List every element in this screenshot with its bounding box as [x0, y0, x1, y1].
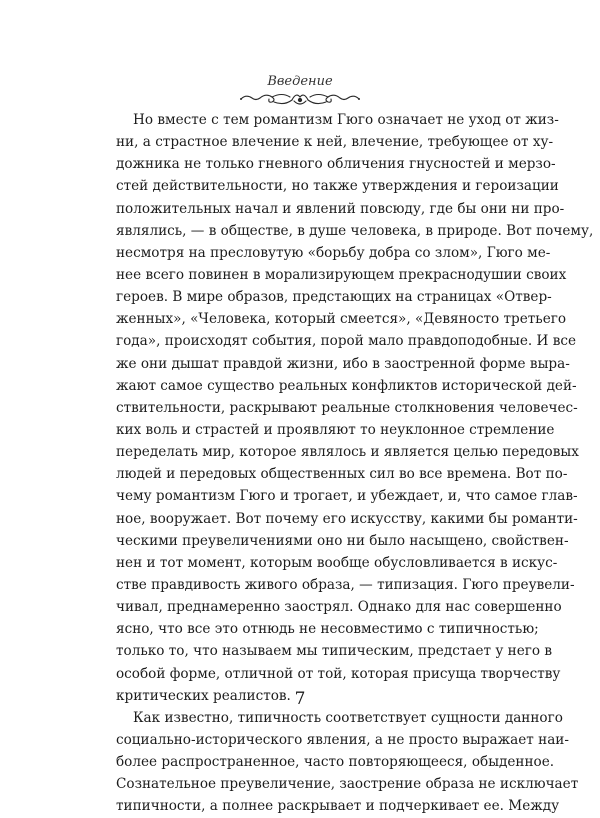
text-line: Как известно, типичность соответствует сущности данного — [133, 709, 563, 726]
text-line: стей действительности, но также утверждения и героизации — [116, 178, 559, 195]
text-line: нее всего повинен в морализирующем прекраснодушии своих — [116, 266, 567, 283]
text-line: являлись, — в обществе, в душе человека, в природе. Вот почему, — [116, 222, 594, 239]
text-line: жают самое существо реальных конфликтов исторической дей- — [116, 377, 577, 394]
text-line: чивал, преднамеренно заострял. Однако для нас совершенно — [116, 599, 562, 616]
text-line: героев. В мире образов, предстающих на страницах «Отвер- — [116, 289, 552, 306]
text-line: чему романтизм Гюго и трогает, и убеждает, и, что самое глав- — [116, 488, 578, 505]
text-line: людей и передовых общественных сил во все времена. Вот по- — [116, 466, 568, 483]
text-line: положительных начал и явлений повсюду, где бы они ни про- — [116, 200, 565, 217]
text-line: ясно, что все это отнюдь не несовместимо с типичностью; — [116, 621, 539, 638]
text-line: Сознательное преувеличение, заострение образа не исключает — [116, 776, 579, 793]
text-line: особой форме, отличной от той, которая присуща творчеству — [116, 665, 561, 682]
text-line: дожника не только гневного обличения гнусностей и мерзо- — [116, 156, 556, 173]
text-line: социально-исторического явления, а не просто выражает наи- — [116, 731, 569, 748]
text-line: несмотря на пресловутую «борьбу добра со злом», Гюго ме- — [116, 244, 551, 261]
text-line: ни, а страстное влечение к ней, влечение, требующее от ху- — [116, 134, 554, 151]
text-line: стве правдивость живого образа, — типизация. Гюго преувели- — [116, 576, 575, 593]
body-text — [116, 109, 594, 818]
text-line: нен и тот момент, которым вообще обусловливается в искус- — [116, 554, 558, 571]
text-line: ческими преувеличениями оно ни было насыщено, свойствен- — [116, 532, 569, 549]
text-line: женных», «Человека, который смеется», «Девяносто третьего — [116, 311, 567, 328]
text-line: только то, что называем мы типическим, предстает у него в — [116, 643, 553, 660]
running-head: Введение — [267, 74, 333, 89]
text-line: ствительности, раскрывают реальные столкновения человечес- — [116, 399, 578, 416]
text-line: переделать мир, которое являлось и является целью передовых — [116, 444, 579, 461]
decorative-flourish-icon — [238, 88, 362, 110]
text-line: более распространенное, часто повторяющееся, обыденное. — [116, 754, 555, 771]
page-number: 7 — [294, 689, 306, 709]
text-line: критических реалистов. — [116, 687, 291, 704]
text-line: типичности, а полнее раскрывает и подчеркивает ее. Между — [116, 798, 560, 815]
text-line: ких воль и страстей и проявляют то неуклонное стремление — [116, 421, 555, 438]
text-line: ное, вооружает. Вот почему его искусству, какими бы романти- — [116, 510, 578, 527]
text-line: года», происходят события, порой мало правдоподобные. И все — [116, 333, 577, 350]
text-line: же они дышат правдой жизни, ибо в заостренной форме выра- — [116, 355, 570, 372]
text-line: Но вместе с тем романтизм Гюго означает не уход от жиз- — [133, 112, 559, 128]
